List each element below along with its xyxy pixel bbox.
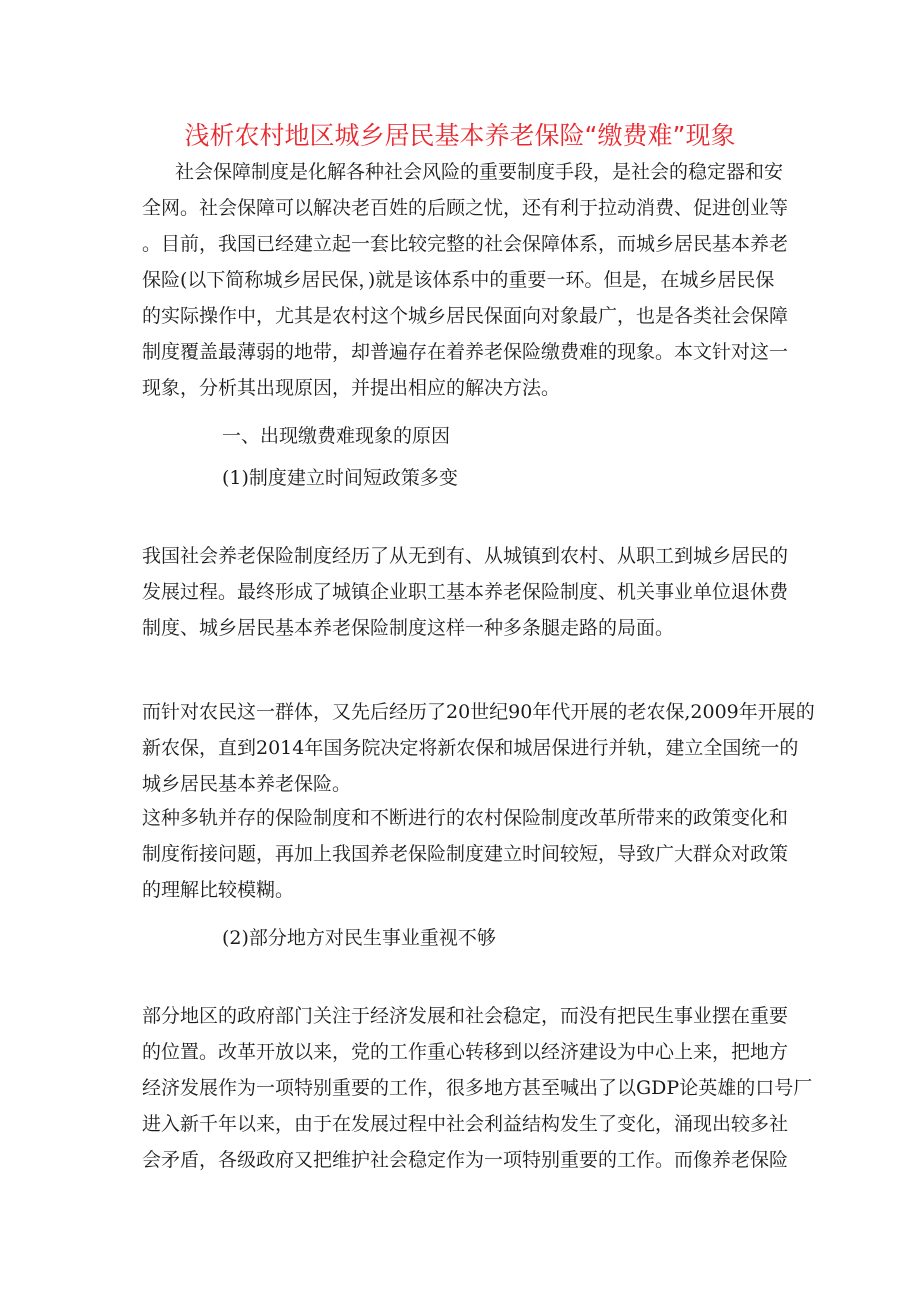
text-line: 制度覆盖最薄弱的地带，却普遍存在着养老保险缴费难的现象。本文针对这一 [142,341,789,363]
text-line: 我国社会养老保险制度经历了从无到有、从城镇到农村、从职工到城乡居民的 [142,545,789,567]
subsection-heading: (2)部分地方对民生事业重视不够 [222,927,496,949]
subsection-heading: (1)制度建立时间短政策多变 [222,467,458,489]
text-line: 经济发展作为一项特别重要的工作，很多地方甚至喊出了以GDP论英雄的口号厂 [142,1077,813,1099]
text-line: 保险(以下简称城乡居民保，)就是该体系中的重要一环。但是，在城乡居民保 [142,269,775,291]
text-line: 全网。社会保障可以解决老百姓的后顾之忧，还有利于拉动消费、促进创业等 [142,197,789,219]
text-line: 社会保障制度是化解各种社会风险的重要制度手段，是社会的稳定器和安 [175,161,784,183]
text-line: 新农保，直到2014年国务院决定将新农保和城居保进行并轨，建立全国统一的 [142,737,799,759]
text-line: 这种多轨并存的保险制度和不断进行的农村保险制度改革所带来的政策变化和 [142,807,789,829]
text-line: 而针对农民这一群体，又先后经历了20世纪90年代开展的老农保,2009年开展的 [142,701,815,723]
section-heading: 一、出现缴费难现象的原因 [222,425,451,447]
text-line: 制度衔接问题，再加上我国养老保险制度建立时间较短，导致广大群众对政策 [142,843,789,865]
text-line: 的理解比较模糊。 [142,879,295,901]
text-line: 发展过程。最终形成了城镇企业职工基本养老保险制度、机关事业单位退休费 [142,581,789,603]
document-title: 浅析农村地区城乡居民基本养老保险“缴费难”现象 [184,121,736,150]
text-line: 。目前，我国已经建立起一套比较完整的社会保障体系，而城乡居民基本养老 [142,233,789,255]
text-line: 制度、城乡居民基本养老保险制度这样一种多条腿走路的局面。 [142,617,675,639]
text-line: 的实际操作中，尤其是农村这个城乡居民保面向对象最广，也是各类社会保障 [142,305,789,327]
text-line: 城乡居民基本养老保险。 [142,773,352,795]
text-line: 会矛盾，各级政府又把维护社会稳定作为一项特别重要的工作。而像养老保险 [142,1149,789,1171]
text-line: 现象，分析其出现原因，并提出相应的解决方法。 [142,377,561,399]
text-line: 部分地区的政府部门关注于经济发展和社会稳定，而没有把民生事业摆在重要 [142,1005,789,1027]
text-line: 的位置。改革开放以来，党的工作重心转移到以经济建设为中心上来，把地方 [142,1041,789,1063]
text-line: 进入新千年以来，由于在发展过程中社会利益结构发生了变化，涌现出较多社 [142,1113,789,1135]
